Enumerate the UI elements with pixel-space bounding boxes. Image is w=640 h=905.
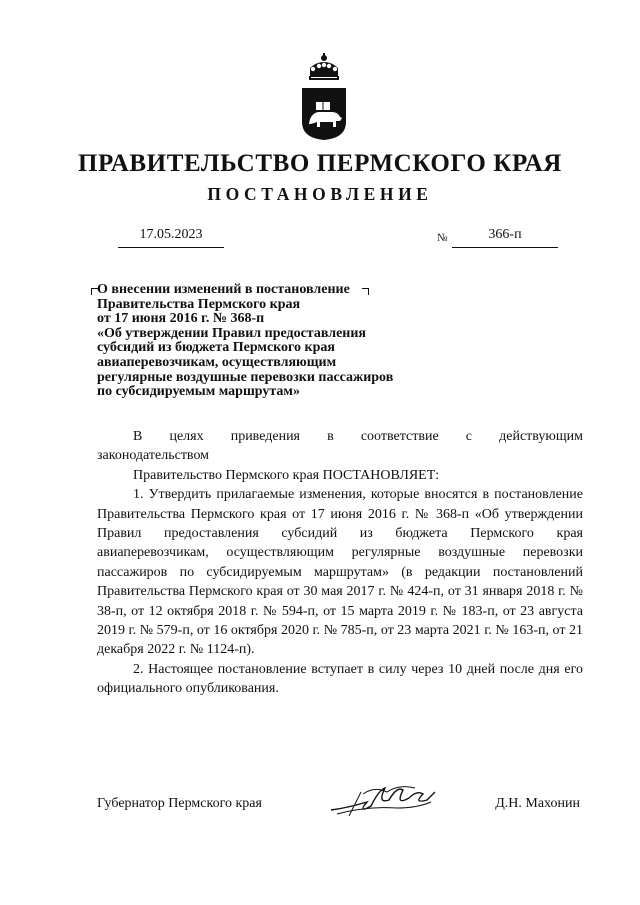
decree-number: 366-п — [452, 227, 558, 248]
government-title: ПРАВИТЕЛЬСТВО ПЕРМСКОГО КРАЯ — [78, 150, 562, 177]
document-type-title: ПОСТАНОВЛЕНИЕ — [207, 184, 433, 204]
signatory-name: Д.Н. Махонин — [495, 796, 580, 811]
signature-block — [97, 794, 583, 824]
decree-body — [97, 427, 583, 699]
resolving-clause: Правительство Пермского края ПОСТАНОВЛЯЕТ: — [133, 467, 440, 483]
decree-subject — [97, 283, 427, 400]
number-sign: № — [437, 232, 448, 244]
subject-line: субсидий из бюджета Пермского края — [97, 340, 335, 356]
subject-line: по субсидируемым маршрутам» — [97, 384, 300, 400]
subject-line: от 17 июня 2016 г. № 368-п — [97, 311, 265, 327]
preamble-line: законодательством — [97, 448, 210, 464]
signatory-role: Губернатор Пермского края — [97, 796, 262, 811]
decree-date: 17.05.2023 — [118, 227, 224, 248]
subject-line: авиаперевозчикам, осуществляющим — [97, 354, 337, 370]
subject-line: Правительства Пермского края — [97, 296, 301, 312]
paragraph-1: 1. Утвердить прилагаемые изменения, которые вносятся в постановление Правительства Пермского края от 17 июня 2016 г. № 368-п «Об утверждении Правил предоставления субсидий из бюджета Пермского края авиаперевозчикам, осуществляющим регулярные воздушные перевозки пассажиров по субсидируемым маршрутам» (в редакции постановлений Правительства Пермского края от 30 мая 2017 г. № 424-п, от 31 января 2018 г. № 38-п, от 12 октября 2018 г. № 594-п, от 15 марта 2019 г. № 183-п, от 23 августа 2019 г. № 579-п, от 16 октября 2020 г. № 785-п, от 23 марта 2021 г. № 163-п, от 21 декабря 2022 г. № 1124-п). — [97, 487, 583, 658]
paragraph-2: 2. Настоящее постановление вступает в силу через 10 дней после дня его официального опубликования. — [97, 661, 583, 697]
subject-line: «Об утверждении Правил предоставления — [97, 325, 367, 341]
subject-line: регулярные воздушные перевозки пассажиров — [97, 369, 394, 385]
crown-icon — [309, 53, 339, 80]
coat-of-arms-icon — [298, 52, 350, 142]
preamble-line: В целях приведения в соответствие с действующим — [133, 429, 583, 444]
handwritten-signature — [327, 780, 439, 822]
subject-line: О внесении изменений в постановление — [97, 282, 350, 297]
